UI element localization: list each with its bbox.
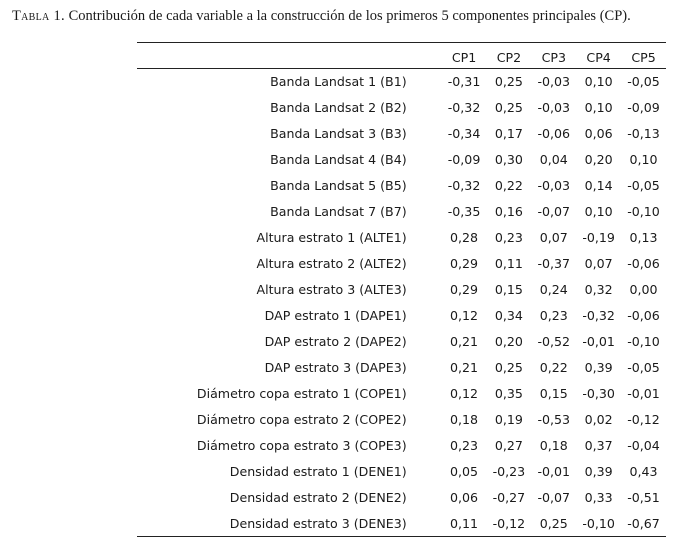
cp4-value-cell: 0,37 <box>584 438 613 453</box>
cp3-value-cell: -0,37 <box>537 256 571 271</box>
cp4-value-cell: -0,32 <box>582 308 615 323</box>
table-row <box>137 329 666 355</box>
cp3-value-cell: 0,15 <box>539 386 568 401</box>
cp3-value-cell: 0,18 <box>539 438 568 453</box>
cp3-value-cell: 0,24 <box>539 282 568 297</box>
table-row <box>137 433 666 459</box>
table-row <box>137 69 666 95</box>
variable-name-cell: Banda Landsat 7 (B7) <box>270 204 407 219</box>
cp2-value-cell: 0,30 <box>494 152 523 167</box>
cp2-value-cell: 0,22 <box>494 178 523 193</box>
cp5-value-cell: -0,51 <box>627 490 660 505</box>
cp2-value-cell: 0,19 <box>494 412 523 427</box>
variable-name-cell: DAP estrato 3 (DAPE3) <box>264 360 407 375</box>
cp2-value-cell: 0,35 <box>494 386 523 401</box>
header-cp3: CP3 <box>531 43 576 69</box>
cp5-value-cell: -0,05 <box>627 178 660 193</box>
cp4-value-cell: 0,10 <box>584 74 613 90</box>
cp2-value-cell: 0,16 <box>494 204 523 219</box>
cp1-value-cell: 0,12 <box>450 308 479 323</box>
cp3-value-cell: -0,03 <box>537 74 571 90</box>
variable-name-cell: Densidad estrato 2 (DENE2) <box>229 490 407 505</box>
cp5-value-cell: -0,09 <box>627 100 660 115</box>
cp5-value-cell: 0,10 <box>629 152 658 167</box>
cp2-value-cell: 0,11 <box>494 256 523 271</box>
cp1-value-cell: 0,29 <box>450 256 479 271</box>
table-caption <box>12 8 631 25</box>
variable-name-cell: Banda Landsat 4 (B4) <box>270 152 407 167</box>
cp1-value-cell: -0,31 <box>447 74 481 90</box>
cp4-value-cell: -0,01 <box>582 334 615 349</box>
variable-name-cell: DAP estrato 1 (DAPE1) <box>264 308 407 323</box>
table-row <box>137 303 666 329</box>
cp2-value-cell: 0,17 <box>494 126 523 141</box>
cp3-value-cell: -0,52 <box>537 334 571 349</box>
table-row <box>137 173 666 199</box>
caption-text: Contribución de cada variable a la construcción de los primeros 5 componentes principales (CP). <box>68 8 631 24</box>
caption-label: Tabla 1. <box>12 8 65 24</box>
table-body <box>137 69 666 537</box>
header-cp5: CP5 <box>621 43 666 69</box>
cp4-value-cell: 0,14 <box>584 178 613 193</box>
cp3-value-cell: 0,22 <box>539 360 568 375</box>
cp1-value-cell: 0,29 <box>450 282 479 297</box>
cp4-value-cell: 0,33 <box>584 490 613 505</box>
cp5-value-cell: -0,12 <box>627 412 660 427</box>
cp1-value-cell: 0,21 <box>450 360 479 375</box>
cp5-value-cell: -0,06 <box>627 308 660 323</box>
header-cp4: CP4 <box>576 43 621 69</box>
variable-name-cell: Banda Landsat 1 (B1) <box>270 74 407 90</box>
cp1-value-cell: -0,32 <box>447 100 481 115</box>
cp5-value-cell: -0,67 <box>621 511 666 537</box>
variable-name-cell: DAP estrato 2 (DAPE2) <box>264 334 407 349</box>
cp3-value-cell: -0,07 <box>537 490 571 505</box>
header-cp1: CP1 <box>442 43 487 69</box>
cp1-value-cell: -0,35 <box>447 204 481 219</box>
cp4-value-cell: -0,10 <box>576 511 621 537</box>
cp4-value-cell: 0,20 <box>584 152 613 167</box>
header-variable <box>137 43 442 69</box>
table-row <box>137 511 666 537</box>
cp3-value-cell: -0,03 <box>537 178 571 193</box>
cp4-value-cell: -0,19 <box>582 230 615 245</box>
variable-name-cell: Banda Landsat 2 (B2) <box>270 100 407 115</box>
cp5-value-cell: 0,43 <box>629 464 658 479</box>
cp5-value-cell: -0,10 <box>627 204 660 219</box>
cp3-value-cell: 0,25 <box>531 511 576 537</box>
variable-name-cell: Altura estrato 2 (ALTE2) <box>256 256 407 271</box>
cp3-value-cell: -0,03 <box>537 100 571 115</box>
cp1-value-cell: 0,18 <box>450 412 479 427</box>
table-row <box>137 407 666 433</box>
cp5-value-cell: 0,13 <box>629 230 658 245</box>
variable-name-cell: Densidad estrato 1 (DENE1) <box>229 464 407 479</box>
cp5-value-cell: -0,05 <box>627 360 660 375</box>
table-row <box>137 199 666 225</box>
cp1-value-cell: 0,11 <box>442 511 487 537</box>
cp4-value-cell: 0,10 <box>584 100 613 115</box>
cp5-value-cell: -0,01 <box>627 386 660 401</box>
variable-name-cell: Altura estrato 3 (ALTE3) <box>256 282 407 297</box>
cp1-value-cell: 0,28 <box>450 230 479 245</box>
cp1-value-cell: 0,05 <box>450 464 479 479</box>
cp5-value-cell: -0,10 <box>627 334 660 349</box>
table-row <box>137 459 666 485</box>
cp2-value-cell: 0,25 <box>494 100 523 115</box>
cp2-value-cell: 0,27 <box>494 438 523 453</box>
cp3-value-cell: 0,23 <box>539 308 568 323</box>
cp4-value-cell: 0,02 <box>584 412 613 427</box>
table-row <box>137 251 666 277</box>
cp1-value-cell: 0,21 <box>450 334 479 349</box>
cp4-value-cell: 0,39 <box>584 360 613 375</box>
cp2-value-cell: 0,15 <box>494 282 523 297</box>
table-row <box>137 147 666 173</box>
table-row <box>137 381 666 407</box>
cp2-value-cell: 0,25 <box>494 360 523 375</box>
variable-name-cell: Diámetro copa estrato 2 (COPE2) <box>196 412 407 427</box>
cp2-value-cell: -0,12 <box>486 511 531 537</box>
table-row <box>137 121 666 147</box>
cp3-value-cell: -0,06 <box>537 126 571 141</box>
variable-name-cell: Banda Landsat 5 (B5) <box>270 178 407 193</box>
cp2-value-cell: -0,27 <box>492 490 526 505</box>
cp4-value-cell: 0,06 <box>584 126 613 141</box>
table-row <box>137 225 666 251</box>
cp5-value-cell: 0,00 <box>629 282 658 297</box>
cp1-value-cell: -0,32 <box>447 178 481 193</box>
cp4-value-cell: 0,32 <box>584 282 613 297</box>
cp1-value-cell: 0,06 <box>450 490 479 505</box>
cp5-value-cell: -0,06 <box>627 256 660 271</box>
variable-name-cell: Diámetro copa estrato 3 (COPE3) <box>196 438 407 453</box>
cp4-value-cell: 0,07 <box>584 256 613 271</box>
cp5-value-cell: -0,05 <box>627 74 660 90</box>
cp3-value-cell: -0,53 <box>537 412 571 427</box>
header-cp2: CP2 <box>486 43 531 69</box>
cp2-value-cell: -0,23 <box>492 464 526 479</box>
cp3-value-cell: 0,04 <box>539 152 568 167</box>
table-row <box>137 355 666 381</box>
table-row <box>137 485 666 511</box>
cp4-value-cell: 0,39 <box>584 464 613 479</box>
cp3-value-cell: 0,07 <box>539 230 568 245</box>
variable-name-cell: Altura estrato 1 (ALTE1) <box>256 230 407 245</box>
cp1-value-cell: -0,09 <box>447 152 481 167</box>
cp4-value-cell: -0,30 <box>582 386 615 401</box>
cp5-value-cell: -0,13 <box>627 126 660 141</box>
table-row <box>137 277 666 303</box>
cp1-value-cell: -0,34 <box>447 126 481 141</box>
cp1-value-cell: 0,12 <box>450 386 479 401</box>
pca-contribution-table <box>137 42 666 537</box>
cp1-value-cell: 0,23 <box>450 438 479 453</box>
header-row <box>137 43 666 69</box>
cp2-value-cell: 0,20 <box>494 334 523 349</box>
cp3-value-cell: -0,07 <box>537 204 571 219</box>
cp3-value-cell: -0,01 <box>537 464 571 479</box>
variable-name-cell: Banda Landsat 3 (B3) <box>270 126 407 141</box>
cp5-value-cell: -0,04 <box>627 438 660 453</box>
table-header <box>137 43 666 69</box>
variable-name-cell: Diámetro copa estrato 1 (COPE1) <box>196 386 407 401</box>
cp2-value-cell: 0,34 <box>494 308 523 323</box>
variable-name-cell: Densidad estrato 3 (DENE3) <box>137 511 442 537</box>
cp2-value-cell: 0,23 <box>494 230 523 245</box>
cp4-value-cell: 0,10 <box>584 204 613 219</box>
table-row <box>137 95 666 121</box>
cp2-value-cell: 0,25 <box>494 74 523 90</box>
